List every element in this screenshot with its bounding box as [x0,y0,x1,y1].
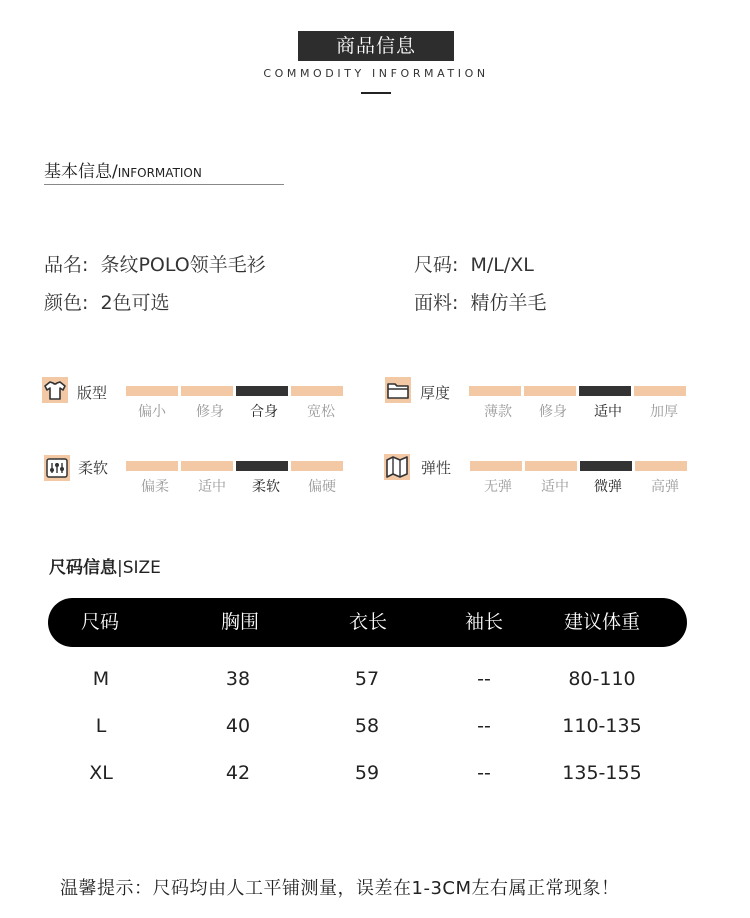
cell-weight: 80-110 [568,668,636,690]
product-name-value: 条纹POLO领羊毛衫 [100,254,266,276]
attr-elasticity-bar-4 [635,461,687,471]
attr-fit-level-2: 修身 [196,404,224,420]
attr-softness [44,455,70,485]
size-value: M/L/XL [470,254,534,276]
attr-softness-bar-4 [291,461,343,471]
page-subtitle: COMMODITY INFORMATION [263,67,489,80]
attr-fit-level-4: 宽松 [307,404,335,420]
fabric-value: 精仿羊毛 [470,292,547,314]
column-header-chest: 胸围 [220,611,259,633]
attr-thickness-bar-1 [469,386,521,396]
attr-thickness-bar-4 [634,386,686,396]
table-row [48,762,687,788]
attr-fit-bar-2 [181,386,233,396]
folder-icon [385,377,411,403]
basic-info-heading [44,157,202,182]
product-name-row [44,250,266,277]
attr-elasticity-level-2: 适中 [541,479,569,495]
fabric-row [414,288,546,315]
fabric-label: 面料: [414,292,459,314]
attr-thickness-level-4: 加厚 [650,404,678,420]
cell-chest: 40 [225,715,251,737]
attr-softness-bar-2 [181,461,233,471]
attr-fit-bar-1 [126,386,178,396]
column-header-size: 尺码 [80,611,119,633]
cell-length: 57 [354,668,380,690]
attr-thickness-level-3: 适中 [594,404,622,420]
column-header-length: 衣长 [348,611,387,633]
basic-info-heading-en: INFORMATION [117,166,202,180]
attr-fit-level-3: 合身 [250,404,278,420]
attr-elasticity-level-4: 高弹 [651,479,679,495]
table-row [48,715,687,741]
tshirt-icon [42,377,68,403]
attr-softness-bar-1 [126,461,178,471]
attr-softness-title: 柔软 [78,459,109,477]
attr-fit-bar-3 [236,386,288,396]
cell-length: 59 [354,762,380,784]
cell-weight: 110-135 [562,715,642,737]
attr-softness-level-1: 偏柔 [141,479,169,495]
cell-size: L [95,715,107,737]
attr-thickness-title: 厚度 [420,384,451,402]
attr-softness-level-4: 偏硬 [308,479,336,495]
column-header-sleeve: 袖长 [464,611,503,633]
attr-thickness-bar-3 [579,386,631,396]
attr-elasticity-title: 弹性 [421,459,452,477]
cell-sleeve: -- [477,715,491,737]
cell-weight: 135-155 [562,762,642,784]
size-info-heading-cn: 尺码信息 [49,558,117,578]
cell-size: XL [89,762,113,784]
size-info-heading-separator: | [117,558,123,578]
attr-elasticity-level-1: 无弹 [484,479,512,495]
color-label: 颜色: [44,292,89,314]
size-row [414,250,534,277]
cell-sleeve: -- [477,668,491,690]
size-label: 尺码: [414,254,459,276]
attr-fit-bar-4 [291,386,343,396]
attr-elasticity-bar-1 [470,461,522,471]
column-header-weight: 建议体重 [563,611,640,633]
basic-info-divider [44,184,284,185]
size-info-heading [49,553,161,578]
cell-sleeve: -- [477,762,491,784]
cell-size: M [92,668,110,690]
basic-info-heading-cn: 基本信息/ [44,162,118,182]
map-icon [384,454,410,480]
attr-thickness-bar-2 [524,386,576,396]
sliders-icon [44,455,70,481]
attr-elasticity-level-3: 微弹 [594,479,622,495]
color-value: 2色可选 [100,292,170,314]
attr-elasticity [384,454,410,484]
attr-thickness [385,377,411,407]
measurement-notice: 温馨提示：尺码均由人工平铺测量，误差在1-3CM左右属正常现象！ [60,878,620,899]
cell-chest: 38 [225,668,251,690]
attr-softness-bar-3 [236,461,288,471]
cell-chest: 42 [225,762,251,784]
attr-elasticity-bar-3 [580,461,632,471]
title-divider [361,92,391,94]
color-row [44,288,170,315]
attr-thickness-level-2: 修身 [539,404,567,420]
attr-fit [42,377,68,407]
attr-softness-level-2: 适中 [198,479,226,495]
size-info-heading-en: SIZE [122,558,161,578]
attr-elasticity-bar-2 [525,461,577,471]
cell-length: 58 [354,715,380,737]
attr-fit-title: 版型 [77,384,108,402]
attr-thickness-level-1: 薄款 [484,404,512,420]
attr-fit-level-1: 偏小 [138,404,166,420]
attr-softness-level-3: 柔软 [252,479,280,495]
page-title: 商品信息 [298,31,454,61]
product-name-label: 品名: [44,254,89,276]
table-row [48,668,687,694]
size-table-header [48,598,687,647]
